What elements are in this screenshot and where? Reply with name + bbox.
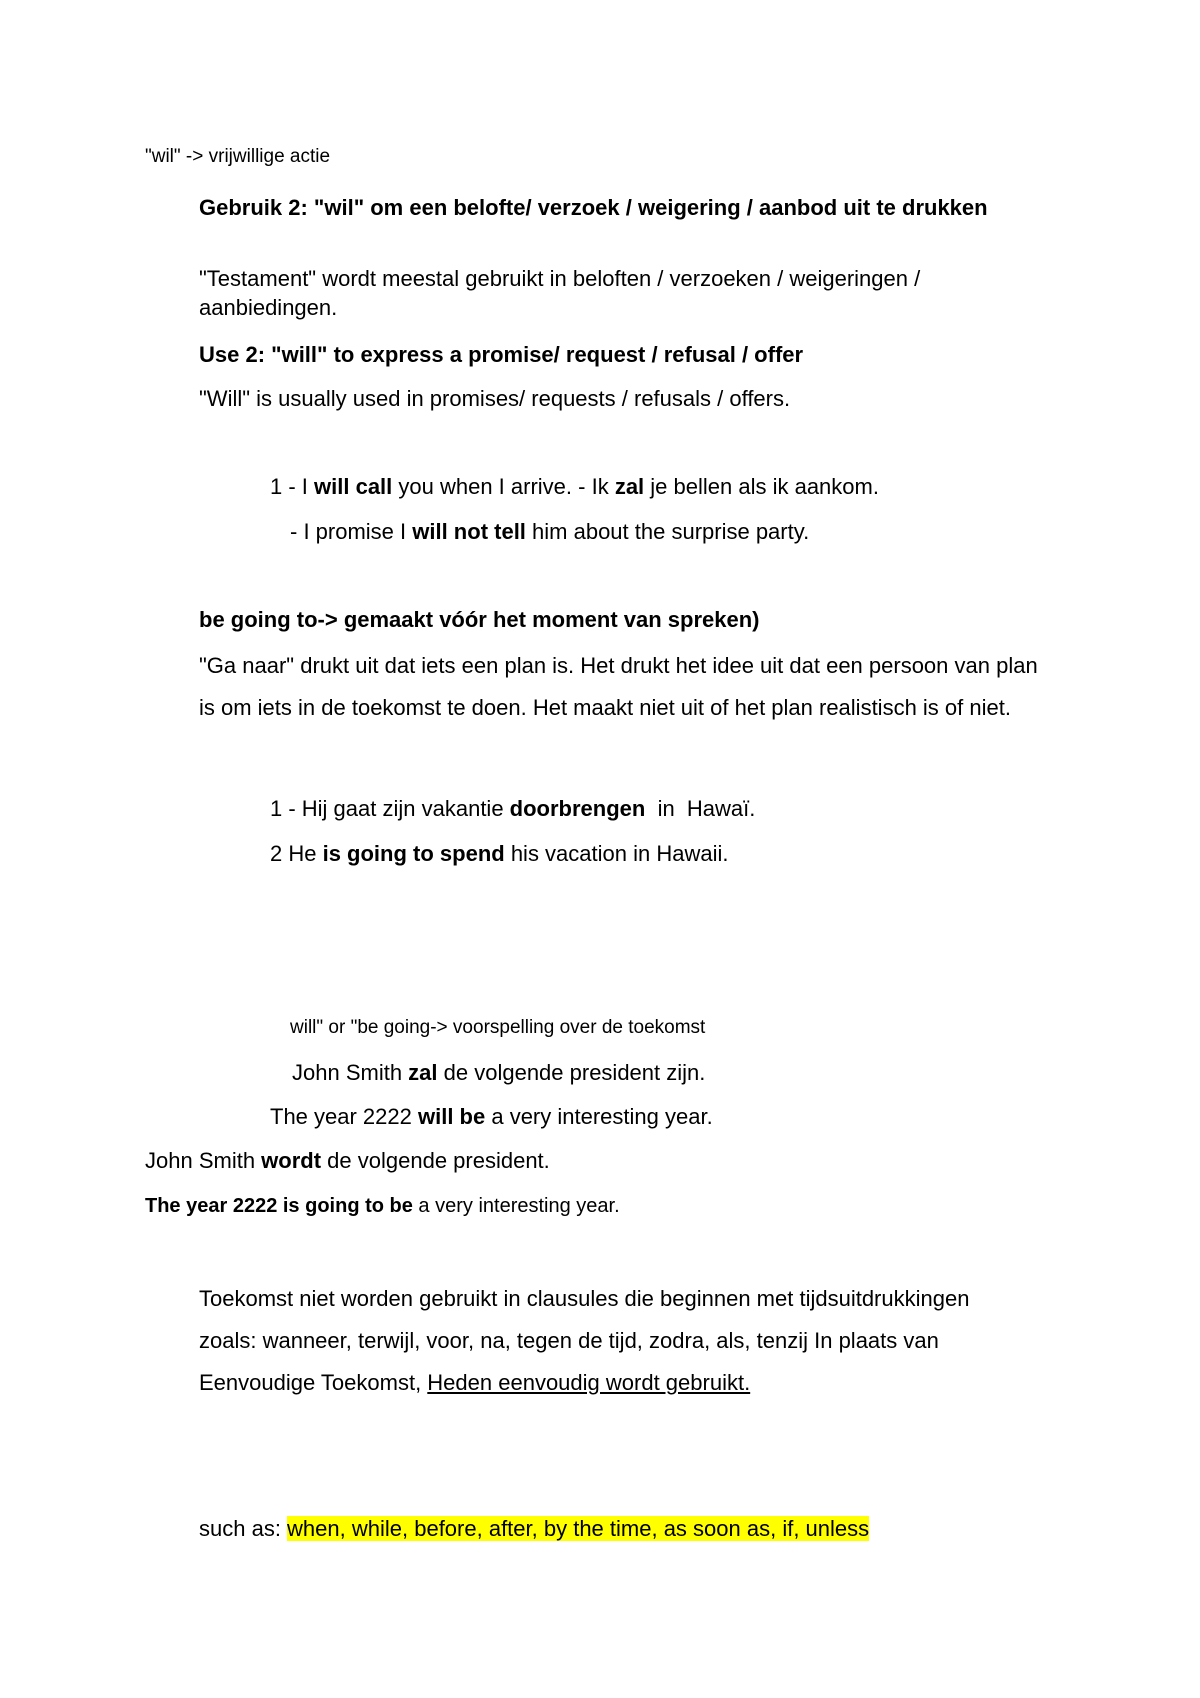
example-text: - I promise I <box>290 519 413 544</box>
example-bold: will not tell <box>412 519 526 544</box>
example-line <box>270 1104 713 1130</box>
example-text: a very interesting year. <box>485 1104 713 1129</box>
example-bold: zal <box>614 474 645 499</box>
such-as-label: such as: <box>199 1516 288 1541</box>
prediction-label: will" or "be going-> voorspelling over de toekomst <box>290 1017 706 1038</box>
example-text: 1 - I <box>270 474 315 499</box>
example-text: in Hawaï. <box>645 796 756 821</box>
such-as-line <box>199 1516 869 1542</box>
example-text: a very interesting year. <box>412 1195 620 1217</box>
heading-dutch: Gebruik 2: "wil" om een belofte/ verzoek / weigering / aanbod uit te drukken <box>199 195 988 220</box>
highlighted-conjunctions: when, while, before, after, by the time, as soon as, if, unless <box>287 1516 870 1541</box>
example-bold: doorbrengen <box>509 796 646 821</box>
example-text: je bellen als ik aankom. <box>644 474 879 499</box>
paragraph-english: "Will" is usually used in promises/ requests / refusals / offers. <box>199 386 791 411</box>
heading-english: Use 2: "will" to express a promise/ request / refusal / offer <box>199 342 804 367</box>
example-text: The year 2222 <box>270 1104 418 1129</box>
example-text: John Smith <box>292 1060 409 1085</box>
example-text: you when I arrive. - Ik <box>392 474 615 499</box>
example-bold: wordt <box>261 1148 322 1173</box>
paragraph-going-to: "Ga naar" drukt uit dat iets een plan is. Het drukt het idee uit dat een persoon van plan is om iets in de toekomst te doen. Het maakt niet uit of het plan realistisch is of niet. <box>199 653 1038 720</box>
example-line <box>145 1194 620 1218</box>
example-text: John Smith <box>145 1148 262 1173</box>
example-bold: will be <box>417 1104 486 1129</box>
paragraph-dutch: "Testament" wordt meestal gebruikt in beloften / verzoeken / weigeringen / aanbiedingen. <box>199 266 921 320</box>
example-bold: The year 2222 is going to be <box>145 1195 413 1217</box>
example-text: de volgende president. <box>321 1148 550 1173</box>
example-line <box>145 1148 550 1174</box>
note-line: "wil" -> vrijwillige actie <box>145 146 331 167</box>
example-bold: zal <box>408 1060 438 1085</box>
clause-underlined: Heden eenvoudig wordt gebruikt. <box>427 1370 751 1395</box>
heading-going-to: be going to-> gemaakt vóór het moment van spreken) <box>199 607 760 632</box>
example-bold: will call <box>314 474 393 499</box>
clause-text: Toekomst niet worden gebruikt in clausules die beginnen met tijdsuitdrukkingen zoals: wanneer, terwijl, voor, na, tegen de tijd, zodra, als, tenzij In plaats van Eenvoudige Toekomst, <box>199 1286 970 1395</box>
example-line <box>292 1060 705 1086</box>
example-text: de volgende president zijn. <box>437 1060 706 1085</box>
example-text: 1 - Hij gaat zijn vakantie <box>270 796 510 821</box>
example-line <box>270 796 755 822</box>
example-line <box>290 519 809 545</box>
example-text: him about the surprise party. <box>525 519 810 544</box>
example-line <box>270 474 879 500</box>
example-line <box>270 841 728 867</box>
paragraph-clauses <box>199 1278 1029 1404</box>
example-text: his vacation in Hawaii. <box>504 841 729 866</box>
example-bold: is going to spend <box>322 841 505 866</box>
example-text: 2 He <box>270 841 323 866</box>
